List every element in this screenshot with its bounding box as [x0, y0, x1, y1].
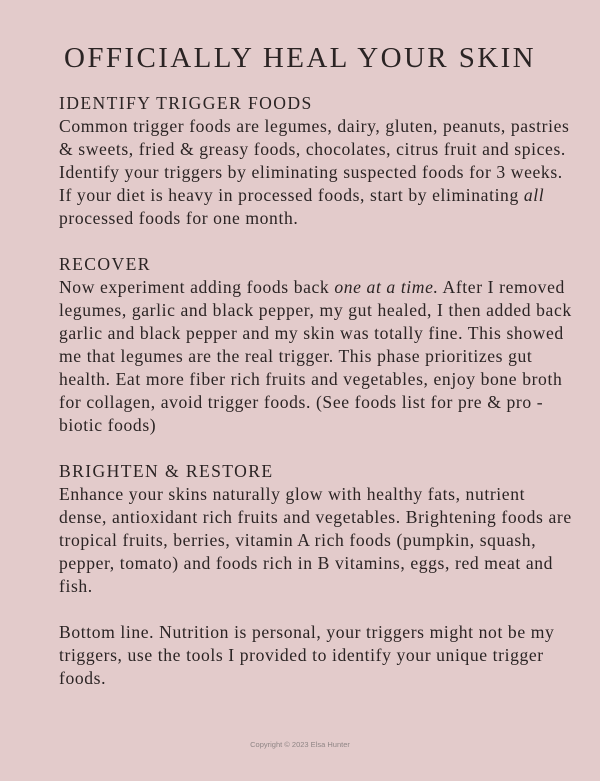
identify-p2-text-before: If your diet is heavy in processed foods, start by eliminating: [59, 185, 524, 205]
identify-paragraph-1: Common trigger foods are legumes, dairy, gluten, peanuts, pastries & sweets, fried & greasy foods, chocolates, citrus fruit and spices. Identify your triggers by eliminating suspected foods for 3 weeks.: [59, 116, 570, 182]
identify-p2-emphasis: all: [523, 185, 545, 205]
section-identify-trigger-foods: [59, 92, 574, 230]
brighten-paragraph: Enhance your skins naturally glow with healthy fats, nutrient dense, antioxidant rich fruits and vegetables. Brightening foods are tropical fruits, berries, vitamin A rich foods (pumpkin, squash, pepper, tomato) and foods rich in B vitamins, eggs, red meat and fish.: [59, 484, 572, 596]
recover-emphasis: one at a time.: [334, 277, 439, 297]
bottom-line-paragraph: Bottom line. Nutrition is personal, your triggers might not be my triggers, use the tools I provided to identify your unique trigger foods.: [59, 622, 555, 688]
document-body: [59, 92, 574, 690]
page-title: OFFICIALLY HEAL YOUR SKIN: [64, 42, 536, 74]
section-spacer: [59, 230, 574, 253]
section-brighten-restore: [59, 460, 574, 598]
identify-p2-text-after: processed foods for one month.: [59, 208, 299, 228]
recover-text-before: Now experiment adding foods back: [59, 277, 335, 297]
section-heading-recover: RECOVER: [59, 254, 151, 274]
section-recover: [59, 253, 574, 437]
section-heading-brighten: BRIGHTEN & RESTORE: [59, 461, 274, 481]
recover-paragraph: [59, 276, 574, 437]
copyright-footer: Copyright © 2023 Elsa Hunter: [250, 740, 350, 749]
section-spacer: [59, 437, 574, 460]
identify-paragraph-2: [59, 184, 574, 230]
recover-text-after: After I removed legumes, garlic and black pepper, my gut healed, I then added back garlic and black pepper and my skin was totally fine. This showed me that legumes are the real trigger. This phase prioritizes gut health. Eat more fiber rich fruits and vegetables, enjoy bone broth for collagen, avoid trigger foods. (See foods list for pre & pro -biotic foods): [59, 277, 572, 435]
section-heading-identify: IDENTIFY TRIGGER FOODS: [59, 93, 313, 113]
section-spacer: [59, 598, 574, 621]
